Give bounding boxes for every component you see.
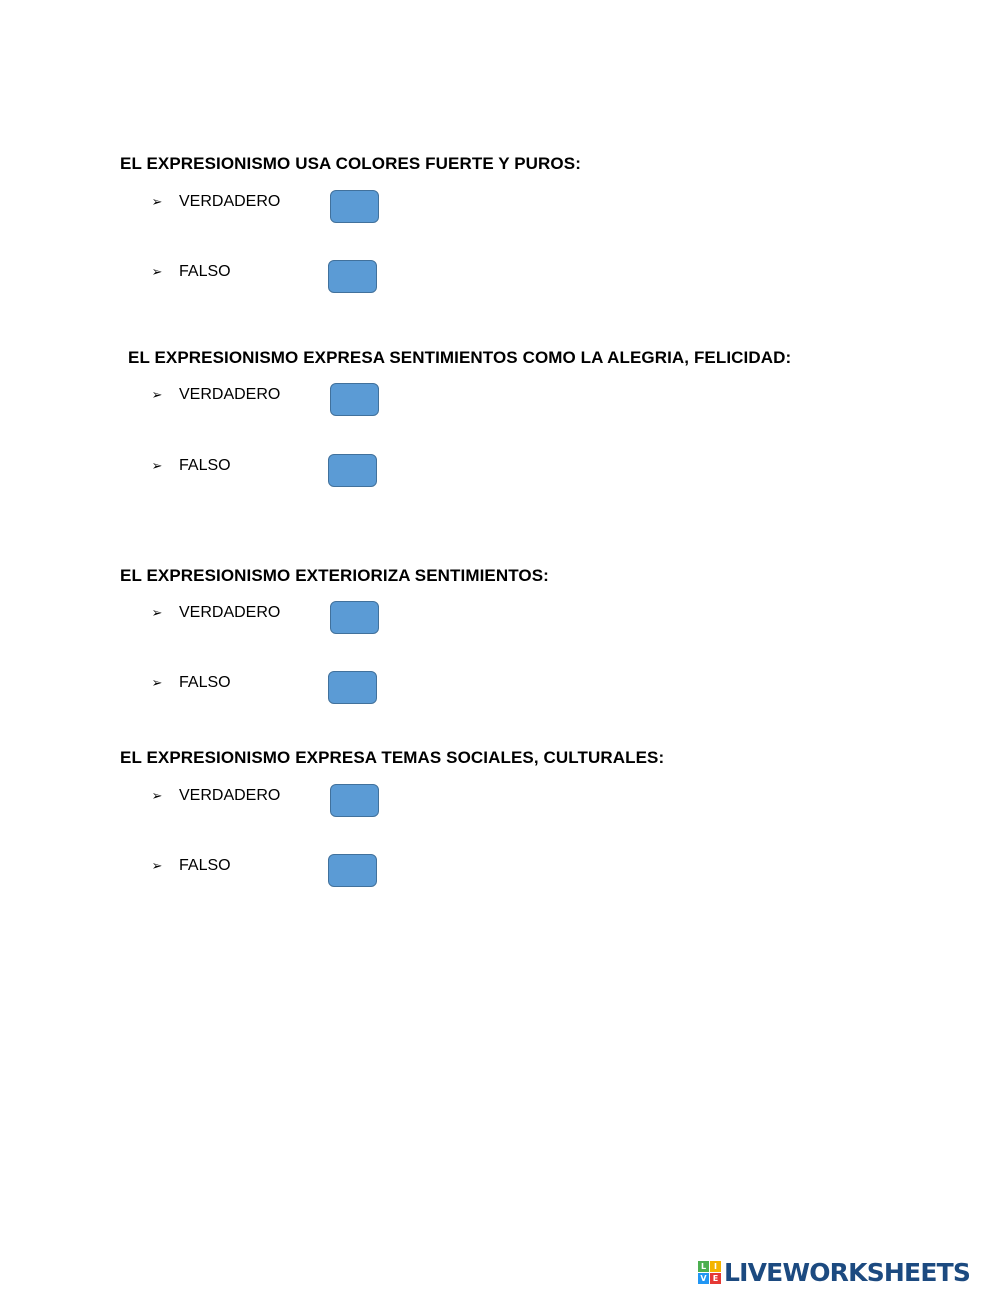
answer-box-q2-falso[interactable] — [328, 454, 377, 487]
arrow-bullet-icon: ➢ — [151, 858, 163, 873]
answer-box-q4-falso[interactable] — [328, 854, 377, 887]
answer-box-q1-falso[interactable] — [328, 260, 377, 293]
answer-box-q1-verdadero[interactable] — [330, 190, 379, 223]
arrow-bullet-icon: ➢ — [151, 788, 163, 803]
option-falso-label: FALSO — [179, 857, 231, 874]
arrow-bullet-icon: ➢ — [151, 387, 163, 402]
option-verdadero-label: VERDADERO — [179, 386, 281, 403]
answer-box-q3-falso[interactable] — [328, 671, 377, 704]
option-falso-label: FALSO — [179, 457, 231, 474]
option-falso-label: FALSO — [179, 263, 231, 280]
logo-squares-icon — [698, 1261, 721, 1284]
liveworksheets-logo — [698, 1257, 970, 1287]
question-1-text: EL EXPRESIONISMO USA COLORES FUERTE Y PUROS: — [120, 154, 581, 173]
logo-text: LIVEWORKSHEETS — [724, 1257, 971, 1287]
logo-square-e: E — [710, 1273, 721, 1284]
arrow-bullet-icon: ➢ — [151, 458, 163, 473]
question-2-text: EL EXPRESIONISMO EXPRESA SENTIMIENTOS COMO LA ALEGRIA, FELICIDAD: — [128, 348, 792, 367]
arrow-bullet-icon: ➢ — [151, 605, 163, 620]
answer-box-q3-verdadero[interactable] — [330, 601, 379, 634]
option-verdadero-label: VERDADERO — [179, 604, 281, 621]
arrow-bullet-icon: ➢ — [151, 675, 163, 690]
answer-box-q4-verdadero[interactable] — [330, 784, 379, 817]
question-3-text: EL EXPRESIONISMO EXTERIORIZA SENTIMIENTOS: — [120, 566, 549, 585]
question-4-text: EL EXPRESIONISMO EXPRESA TEMAS SOCIALES, CULTURALES: — [120, 748, 665, 767]
logo-square-i: I — [710, 1261, 721, 1272]
arrow-bullet-icon: ➢ — [151, 194, 163, 209]
option-verdadero-label: VERDADERO — [179, 787, 281, 804]
answer-box-q2-verdadero[interactable] — [330, 383, 379, 416]
logo-square-l: L — [698, 1261, 709, 1272]
option-falso-label: FALSO — [179, 674, 231, 691]
option-verdadero-label: VERDADERO — [179, 193, 281, 210]
arrow-bullet-icon: ➢ — [151, 264, 163, 279]
logo-square-v: V — [698, 1273, 709, 1284]
